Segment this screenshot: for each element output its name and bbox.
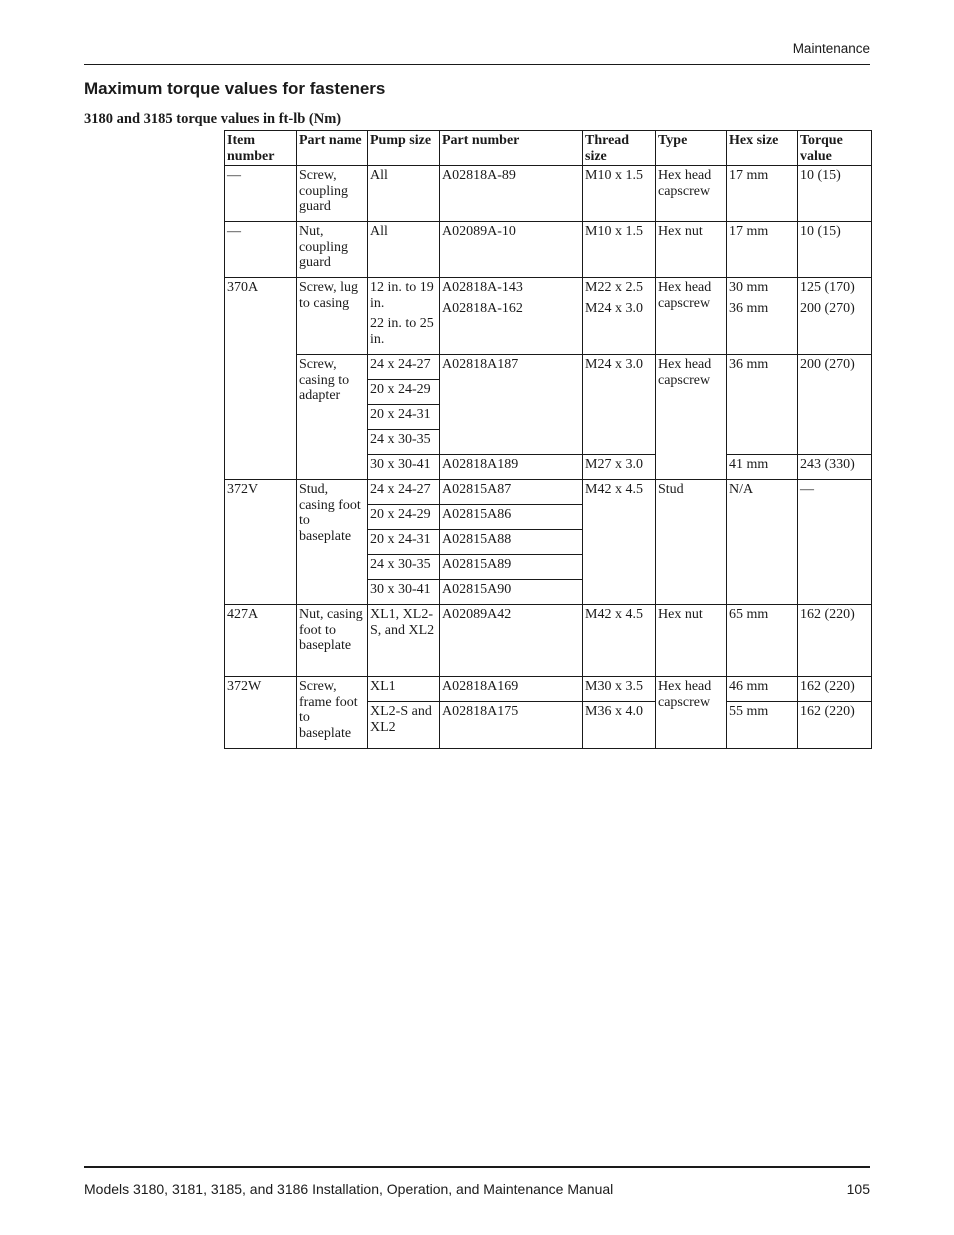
part-number-cell: A02815A87 xyxy=(440,480,583,505)
column-header: Part number xyxy=(440,131,583,166)
hex-size-cell: 46 mm xyxy=(727,677,798,702)
part-number-cell: A02089A-10 xyxy=(440,222,583,278)
thread-size-value: M24 x 3.0 xyxy=(585,300,643,316)
part-name-cell: Nut, coupling guard xyxy=(297,222,368,278)
torque-value-cell: 162 (220) xyxy=(798,605,872,677)
part-number-cell: A02815A88 xyxy=(440,530,583,555)
footer-rule xyxy=(84,1166,870,1168)
pump-size-cell: 24 x 24-27 xyxy=(368,480,440,505)
table-row xyxy=(225,605,872,677)
part-number-cell: A02818A169 xyxy=(440,677,583,702)
pump-size-cell: 20 x 24-31 xyxy=(368,530,440,555)
table-row xyxy=(225,677,872,702)
column-header: Thread size xyxy=(583,131,656,166)
type-cell: Hex head capscrew xyxy=(656,355,727,480)
type-cell: Stud xyxy=(656,480,727,605)
pump-size-cell: XL1, XL2-S, and XL2 xyxy=(368,605,440,677)
pump-size-cell: 24 x 30-35 xyxy=(368,430,440,455)
type-cell: Hex head capscrew xyxy=(656,278,727,355)
thread-size-cell: M10 x 1.5 xyxy=(583,222,656,278)
hex-size-cell: 36 mm xyxy=(727,355,798,455)
torque-value-cell: 243 (330) xyxy=(798,455,872,480)
table-row xyxy=(225,278,872,355)
part-number-cell xyxy=(440,278,583,355)
part-number-cell: A02818A187 xyxy=(440,355,583,455)
table-row xyxy=(225,355,872,380)
part-number-cell: A02815A90 xyxy=(440,580,583,605)
column-header: Item number xyxy=(225,131,297,166)
item-number-cell: 372V xyxy=(225,480,297,605)
type-cell: Hex nut xyxy=(656,605,727,677)
pump-size-cell: 30 x 30-41 xyxy=(368,580,440,605)
part-number-cell: A02089A42 xyxy=(440,605,583,677)
pump-size-cell: XL2-S and XL2 xyxy=(368,702,440,749)
pump-size-cell: All xyxy=(368,166,440,222)
part-number-cell: A02818A175 xyxy=(440,702,583,749)
pump-size-cell: 20 x 24-29 xyxy=(368,505,440,530)
part-name-cell: Stud, casing foot to baseplate xyxy=(297,480,368,605)
part-number-cell: A02818A189 xyxy=(440,455,583,480)
part-number-value: A02818A-162 xyxy=(442,300,523,316)
part-name-cell: Screw, casing to adapter xyxy=(297,355,368,480)
column-header: Hex size xyxy=(727,131,798,166)
type-cell: Hex nut xyxy=(656,222,727,278)
torque-value-cell: 10 (15) xyxy=(798,222,872,278)
pump-size-cell xyxy=(368,278,440,355)
pump-size-value: 12 in. to 19 in. xyxy=(370,280,434,311)
torque-value-cell xyxy=(798,278,872,355)
torque-value-cell: — xyxy=(798,480,872,605)
thread-size-cell: M27 x 3.0 xyxy=(583,455,656,480)
item-number-cell: — xyxy=(225,166,297,222)
torque-value-cell: 162 (220) xyxy=(798,702,872,749)
part-name-cell: Screw, coupling guard xyxy=(297,166,368,222)
pump-size-cell: 20 x 24-31 xyxy=(368,405,440,430)
part-name-cell: Screw, frame foot to baseplate xyxy=(297,677,368,749)
pump-size-cell: 20 x 24-29 xyxy=(368,380,440,405)
pump-size-cell: All xyxy=(368,222,440,278)
torque-value: 125 (170) xyxy=(800,280,855,295)
part-name-cell: Screw, lug to casing xyxy=(297,278,368,355)
thread-size-cell xyxy=(583,278,656,355)
torque-value-cell: 200 (270) xyxy=(798,355,872,455)
torque-value-cell: 162 (220) xyxy=(798,677,872,702)
hex-size-value: 30 mm xyxy=(729,280,769,295)
type-cell: Hex head capscrew xyxy=(656,677,727,749)
item-number-cell: 427A xyxy=(225,605,297,677)
part-number-cell: A02815A86 xyxy=(440,505,583,530)
thread-size-cell: M42 x 4.5 xyxy=(583,605,656,677)
hex-size-cell: 17 mm xyxy=(727,166,798,222)
part-number-value: A02818A-143 xyxy=(442,280,523,295)
section-title: Maximum torque values for fasteners xyxy=(84,79,386,98)
table-caption: 3180 and 3185 torque values in ft-lb (Nm) xyxy=(84,111,342,127)
hex-size-value: 36 mm xyxy=(729,300,769,316)
running-header: Maintenance xyxy=(792,41,870,56)
hex-size-cell xyxy=(727,278,798,355)
item-number-cell xyxy=(225,355,297,480)
thread-size-cell: M42 x 4.5 xyxy=(583,480,656,605)
hex-size-cell: 17 mm xyxy=(727,222,798,278)
type-cell: Hex head capscrew xyxy=(656,166,727,222)
part-name-cell: Nut, casing foot to baseplate xyxy=(297,605,368,677)
hex-size-cell: 41 mm xyxy=(727,455,798,480)
thread-size-cell: M24 x 3.0 xyxy=(583,355,656,455)
header-rule xyxy=(84,64,870,65)
torque-value: 200 (270) xyxy=(800,300,855,316)
item-number-cell: 372W xyxy=(225,677,297,749)
column-header: Pump size xyxy=(368,131,440,166)
thread-size-cell: M10 x 1.5 xyxy=(583,166,656,222)
hex-size-cell: 55 mm xyxy=(727,702,798,749)
item-number-cell: 370A xyxy=(225,278,297,355)
column-header: Part name xyxy=(297,131,368,166)
torque-table xyxy=(224,130,872,749)
column-header: Torque value xyxy=(798,131,872,166)
pump-size-value: 22 in. to 25 in. xyxy=(370,316,434,347)
table-header-row xyxy=(225,131,872,166)
part-number-cell: A02818A-89 xyxy=(440,166,583,222)
page-number: 105 xyxy=(846,1181,870,1197)
item-number-cell: — xyxy=(225,222,297,278)
pump-size-cell: 24 x 24-27 xyxy=(368,355,440,380)
pump-size-cell: 24 x 30-35 xyxy=(368,555,440,580)
hex-size-cell: N/A xyxy=(727,480,798,605)
thread-size-cell: M36 x 4.0 xyxy=(583,702,656,749)
pump-size-cell: XL1 xyxy=(368,677,440,702)
table-row xyxy=(225,166,872,222)
torque-value-cell: 10 (15) xyxy=(798,166,872,222)
pump-size-cell: 30 x 30-41 xyxy=(368,455,440,480)
part-number-cell: A02815A89 xyxy=(440,555,583,580)
thread-size-value: M22 x 2.5 xyxy=(585,280,643,295)
hex-size-cell: 65 mm xyxy=(727,605,798,677)
table-row xyxy=(225,222,872,278)
table-row xyxy=(225,480,872,505)
footer-manual-title: Models 3180, 3181, 3185, and 3186 Installation, Operation, and Maintenance Manual xyxy=(84,1181,614,1197)
thread-size-cell: M30 x 3.5 xyxy=(583,677,656,702)
column-header: Type xyxy=(656,131,727,166)
